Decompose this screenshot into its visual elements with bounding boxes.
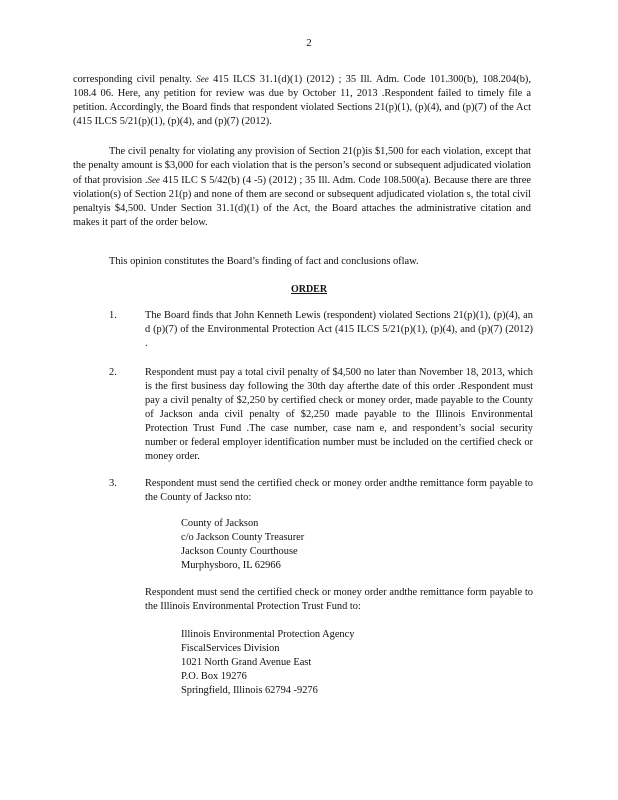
order-heading: ORDER [290,284,328,295]
address-line: County of Jackson [181,518,259,529]
order-item-3 [109,477,533,505]
address-line: Jackson County Courthouse [181,546,298,557]
order-item-2 [109,366,533,464]
address-county-jackson [181,517,304,573]
address-line: FiscalServices Division [181,643,280,654]
address-line: Illinois Environmental Protection Agency [181,629,355,640]
paragraph-opinion: This opinion constitutes the Board’s finding of fact and conclusions oflaw. [109,256,419,267]
address-line: Murphysboro, IL 62966 [181,560,281,571]
address-line: Springfield, Illinois 62794 -9276 [181,685,318,696]
order-item-1 [109,309,533,351]
address-line: P.O. Box 19276 [181,671,247,682]
paragraph-remit-ieptf: Respondent must send the certified check or money order andthe remittance form payable to the Illinois Environmental Protection Trust Fund to: [145,587,533,612]
address-line: c/o Jackson County Treasurer [181,532,305,543]
order-item-text: The Board finds that John Kenneth Lewis (respondent) violated Sections 21(p)(1), (p)(4), an d (p)(7) of the Environmental Protection Act (415 ILCS 5/21(p)(1), (p)(4), and (p)(7) (2012) . [145,310,533,349]
address-line: 1021 North Grand Avenue East [181,657,312,668]
paragraph-penalty-findings: corresponding civil penalty. See 415 ILCS 31.1(d)(1) (2012) ; 35 Ill. Adm. Code 101.300(b), 108.204(b), 108.4 06. Here, any petition for review was due by October 11, 2013 .Respondent failed to timely file a petition. Accordingly, the Board finds that respondent violated Sections 21(p)(1), (p)(4), and (p)(7) of the Act (415 ILCS 5/21(p)(1), (p)(4), and (p)(7) (2012). [73,74,531,127]
order-item-text: Respondent must pay a total civil penalty of $4,500 no later than November 18, 2013, which is the first business day following the 30th day afterthe date of this order .Respondent must pay a civil penalty of $2,250 by certified check or money order, made payable to the County of Jackson anda civil penalty of $2,250 made payable to the Illinois Environmental Protection Trust Fund .The case number, case nam e, and respondent’s social security number or federal employer identification number must be included on the certified check or money order. [145,367,533,462]
paragraph-civil-penalty: The civil penalty for violating any provision of Section 21(p)is $1,500 for each violation, except that the penalty amount is $3,000 for each violation that is the person’s second or subsequent adjudicated violation of that provision .See 415 ILC S 5/42(b) (4 -5) (2012) ; 35 Ill. Adm. Code 108.500(a). Because there are three violation(s) of Section 21(p) and none of them are second or subsequent adjudicated violation s, the total civil penaltyis $4,500. Under Section 31.1(d)(1) of the Act, the Board attaches the administrative citation and makes it part of the order below. [73,146,531,228]
order-item-text: Respondent must send the certified check or money order andthe remittance form payable to the County of Jackso nto: [145,478,533,503]
address-illinois-epa [181,628,354,698]
order-item-number: 2. [109,367,117,378]
order-item-number: 1. [109,310,117,321]
page-number: 2 [306,37,312,49]
order-item-number: 3. [109,478,117,489]
